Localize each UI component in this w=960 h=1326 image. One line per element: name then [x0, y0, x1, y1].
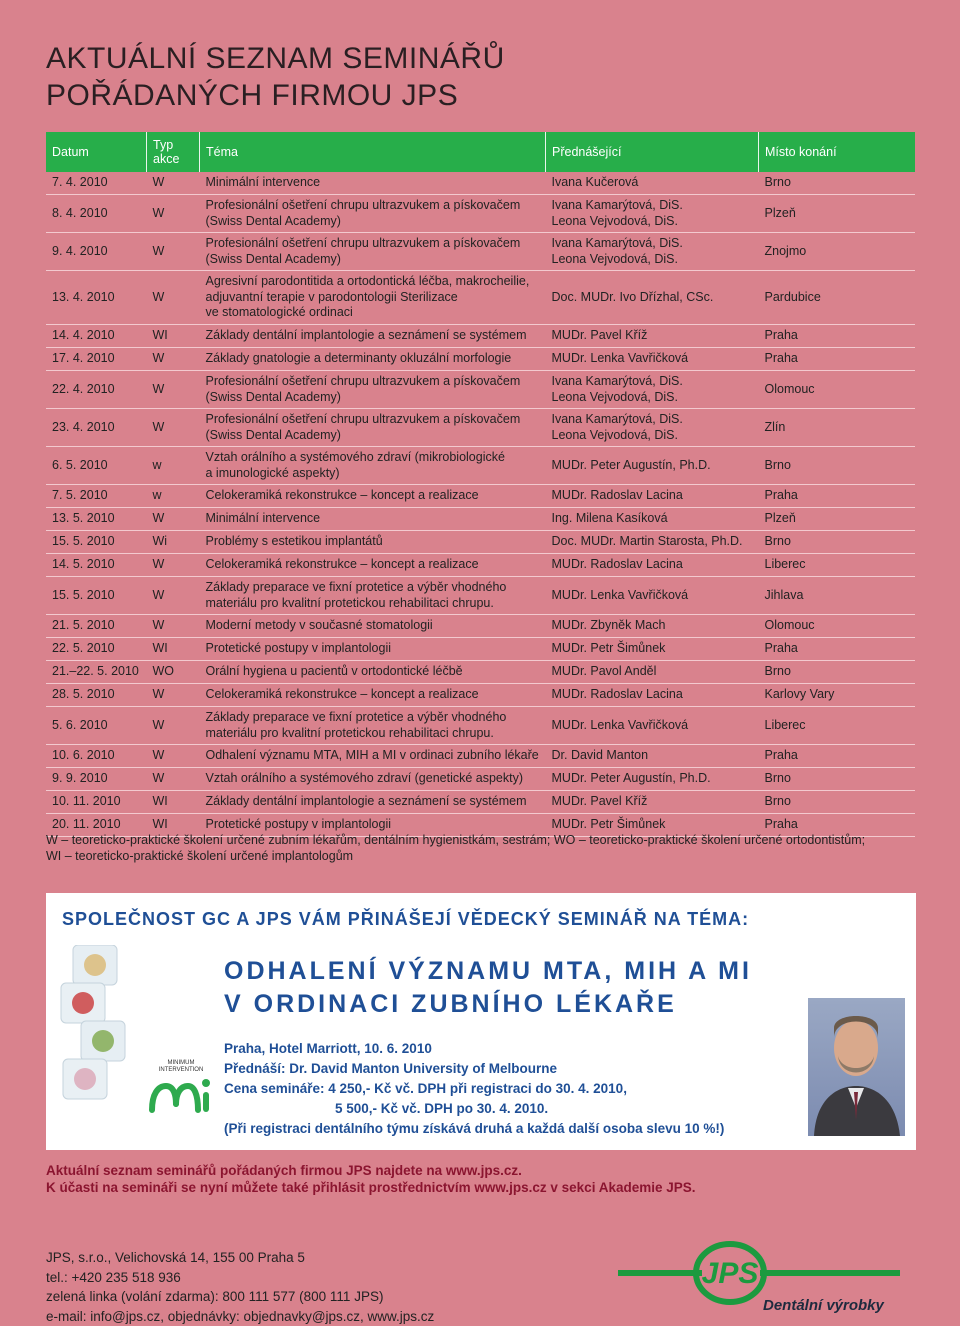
cell-type: W — [147, 508, 200, 531]
cell-lecturer — [546, 684, 759, 707]
cell-place: Brno — [759, 768, 916, 791]
page-title — [46, 40, 505, 114]
promo-price-1: Cena semináře: 4 250,- Kč vč. DPH při registraci do 30. 4. 2010, — [224, 1079, 724, 1099]
jps-notice — [46, 1162, 696, 1196]
cell-date: 15. 5. 2010 — [46, 531, 147, 554]
table-row — [46, 638, 915, 661]
lecturer-line: Doc. MUDr. Martin Starosta, Ph.D. — [552, 534, 753, 550]
topic-line: (Swiss Dental Academy) — [206, 428, 540, 444]
cell-type: w — [147, 485, 200, 508]
cell-date: 10. 11. 2010 — [46, 791, 147, 814]
cell-date: 17. 4. 2010 — [46, 348, 147, 371]
cell-date: 22. 5. 2010 — [46, 638, 147, 661]
cell-lecturer — [546, 348, 759, 371]
table-row — [46, 661, 915, 684]
cell-place: Praha — [759, 745, 916, 768]
promo-title — [224, 955, 752, 1021]
cell-place: Olomouc — [759, 615, 916, 638]
promo-details — [224, 1039, 724, 1139]
table-row — [46, 485, 915, 508]
header-type-line-1: Typ — [153, 138, 193, 152]
topic-line: Minimální intervence — [206, 175, 540, 191]
cell-date: 15. 5. 2010 — [46, 577, 147, 615]
promo-venue: Praha, Hotel Marriott, 10. 6. 2010 — [224, 1039, 724, 1059]
cell-type: Wi — [147, 531, 200, 554]
cell-place: Praha — [759, 485, 916, 508]
lecturer-line: Leona Vejvodová, DiS. — [552, 214, 753, 230]
table-row — [46, 684, 915, 707]
cell-type: w — [147, 447, 200, 485]
cell-lecturer — [546, 554, 759, 577]
cell-place: Liberec — [759, 554, 916, 577]
cell-date: 21. 5. 2010 — [46, 615, 147, 638]
topic-line: Protetické postupy v implantologii — [206, 817, 540, 833]
topic-line: Minimální intervence — [206, 511, 540, 527]
cell-date: 10. 6. 2010 — [46, 745, 147, 768]
cell-topic — [200, 745, 546, 768]
lecturer-line: MUDr. Pavel Kříž — [552, 794, 753, 810]
cell-place: Praha — [759, 814, 916, 837]
lecturer-line: MUDr. Petr Šimůnek — [552, 817, 753, 833]
cell-date: 8. 4. 2010 — [46, 195, 147, 233]
cell-type: W — [147, 233, 200, 271]
cell-type: W — [147, 615, 200, 638]
lecturer-line: Leona Vejvodová, DiS. — [552, 390, 753, 406]
cell-topic — [200, 348, 546, 371]
cell-lecturer — [546, 485, 759, 508]
cell-topic — [200, 661, 546, 684]
cell-type: W — [147, 745, 200, 768]
cell-topic — [200, 409, 546, 447]
cell-lecturer — [546, 768, 759, 791]
cell-type: W — [147, 684, 200, 707]
table-row — [46, 615, 915, 638]
cell-date: 22. 4. 2010 — [46, 371, 147, 409]
lecturer-line: MUDr. Radoslav Lacina — [552, 488, 753, 504]
cell-lecturer — [546, 577, 759, 615]
header-topic: Téma — [200, 132, 546, 172]
cell-type: W — [147, 348, 200, 371]
cell-type: WI — [147, 791, 200, 814]
lecturer-line: Ing. Milena Kasíková — [552, 511, 753, 527]
legend-line-2: WI – teoreticko-praktické školení určené implantologům — [46, 849, 916, 865]
header-type-line-2: akce — [153, 152, 193, 166]
cell-date: 23. 4. 2010 — [46, 409, 147, 447]
table-row — [46, 707, 915, 745]
mi-logo-text-2: INTERVENTION — [146, 1067, 216, 1074]
cell-topic — [200, 485, 546, 508]
topic-line: Celokeramiká rekonstrukce – koncept a realizace — [206, 488, 540, 504]
lecturer-line: MUDr. Radoslav Lacina — [552, 557, 753, 573]
cell-type: W — [147, 271, 200, 325]
table-row — [46, 554, 915, 577]
table-row — [46, 508, 915, 531]
cell-date: 28. 5. 2010 — [46, 684, 147, 707]
cell-date: 6. 5. 2010 — [46, 447, 147, 485]
topic-line: Moderní metody v současné stomatologii — [206, 618, 540, 634]
cell-topic — [200, 791, 546, 814]
topic-line: Základy dentální implantologie a seznámení se systémem — [206, 328, 540, 344]
cell-place: Plzeň — [759, 195, 916, 233]
lecturer-line: Leona Vejvodová, DiS. — [552, 428, 753, 444]
cell-place: Praha — [759, 348, 916, 371]
cell-place: Brno — [759, 791, 916, 814]
table-row — [46, 195, 915, 233]
cell-place: Brno — [759, 447, 916, 485]
lecturer-line: MUDr. Lenka Vavřičková — [552, 588, 753, 604]
cell-lecturer — [546, 615, 759, 638]
cell-topic — [200, 271, 546, 325]
table-header-row — [46, 132, 915, 172]
promo-speaker: Přednáší: Dr. David Manton University of Melbourne — [224, 1059, 724, 1079]
address-line-3: zelená linka (volání zdarma): 800 111 577 (800 111 JPS) — [46, 1287, 434, 1307]
cell-lecturer — [546, 791, 759, 814]
cell-topic — [200, 371, 546, 409]
topic-line: Profesionální ošetření chrupu ultrazvukem a pískovačem — [206, 198, 540, 214]
cell-date: 9. 4. 2010 — [46, 233, 147, 271]
cell-topic — [200, 768, 546, 791]
lecturer-line: Ivana Kamarýtová, DiS. — [552, 198, 753, 214]
header-date: Datum — [46, 132, 147, 172]
header-place: Místo konání — [759, 132, 916, 172]
cell-date: 21.–22. 5. 2010 — [46, 661, 147, 684]
cell-topic — [200, 172, 546, 195]
cell-topic — [200, 325, 546, 348]
lecturer-line: MUDr. Pavel Kříž — [552, 328, 753, 344]
cell-topic — [200, 554, 546, 577]
notice-line-1: Aktuální seznam seminářů pořádaných firmou JPS najdete na www.jps.cz. — [46, 1162, 696, 1179]
logo-text: JPS — [702, 1257, 759, 1290]
cell-lecturer — [546, 325, 759, 348]
topic-line: Celokeramiká rekonstrukce – koncept a realizace — [206, 557, 540, 573]
cell-date: 7. 4. 2010 — [46, 172, 147, 195]
lecturer-line: Dr. David Manton — [552, 748, 753, 764]
cell-type: WI — [147, 325, 200, 348]
table-row — [46, 271, 915, 325]
address-line-4: e-mail: info@jps.cz, objednávky: objednavky@jps.cz, www.jps.cz — [46, 1307, 434, 1326]
cell-lecturer — [546, 271, 759, 325]
address-line-1: JPS, s.r.o., Velichovská 14, 155 00 Praha 5 — [46, 1248, 434, 1268]
cell-lecturer — [546, 638, 759, 661]
ice-cubes-illustration — [51, 945, 139, 1145]
notice-line-2: K účasti na semináři se nyní můžete také přihlásit prostřednictvím www.jps.cz v sekci Akademie JPS. — [46, 1179, 696, 1196]
cell-type: WI — [147, 638, 200, 661]
cell-type: WO — [147, 661, 200, 684]
cell-place: Praha — [759, 638, 916, 661]
cell-place: Praha — [759, 325, 916, 348]
cell-type: W — [147, 707, 200, 745]
cell-type: W — [147, 577, 200, 615]
topic-line: (Swiss Dental Academy) — [206, 252, 540, 268]
cell-place: Znojmo — [759, 233, 916, 271]
topic-line: (Swiss Dental Academy) — [206, 214, 540, 230]
cell-topic — [200, 531, 546, 554]
mi-logo-mark — [146, 1074, 216, 1118]
cell-date: 13. 4. 2010 — [46, 271, 147, 325]
legend-line-1: W – teoreticko-praktické školení určené zubním lékařům, dentálním hygienistkám, sestrám; WO – teoreticko-praktické školení určené ortodontistům; — [46, 833, 916, 849]
topic-line: Celokeramiká rekonstrukce – koncept a realizace — [206, 687, 540, 703]
topic-line: Vztah orálního a systémového zdraví (genetické aspekty) — [206, 771, 540, 787]
lecturer-line: MUDr. Radoslav Lacina — [552, 687, 753, 703]
lecturer-line: Doc. MUDr. Ivo Dřízhal, CSc. — [552, 290, 753, 306]
topic-line: Základy gnatologie a determinanty okluzální morfologie — [206, 351, 540, 367]
table-row — [46, 409, 915, 447]
cell-topic — [200, 638, 546, 661]
page-title-line-2: POŘÁDANÝCH FIRMOU JPS — [46, 77, 505, 114]
table-row — [46, 371, 915, 409]
cell-topic — [200, 707, 546, 745]
topic-line: a imunologické aspekty) — [206, 466, 540, 482]
cell-lecturer — [546, 447, 759, 485]
cell-lecturer — [546, 195, 759, 233]
lecturer-line: Leona Vejvodová, DiS. — [552, 252, 753, 268]
cell-lecturer — [546, 531, 759, 554]
topic-line: Odhalení významu MTA, MIH a MI v ordinaci zubního lékaře — [206, 748, 540, 764]
topic-line: ve stomatologické ordinaci — [206, 305, 540, 321]
topic-line: Profesionální ošetření chrupu ultrazvukem a pískovačem — [206, 236, 540, 252]
cell-lecturer — [546, 661, 759, 684]
table-row — [46, 172, 915, 195]
lecturer-line: Ivana Kamarýtová, DiS. — [552, 236, 753, 252]
header-lecturer: Přednášející — [546, 132, 759, 172]
cell-type: W — [147, 195, 200, 233]
cell-date: 14. 4. 2010 — [46, 325, 147, 348]
type-legend — [46, 833, 916, 864]
cell-lecturer — [546, 508, 759, 531]
cell-date: 9. 9. 2010 — [46, 768, 147, 791]
page-title-line-1: AKTUÁLNÍ SEZNAM SEMINÁŘŮ — [46, 40, 505, 77]
topic-line: materiálu pro kvalitní protetickou rehabilitaci chrupu. — [206, 726, 540, 742]
seminar-table — [46, 132, 915, 837]
cell-date: 20. 11. 2010 — [46, 814, 147, 837]
cell-date: 7. 5. 2010 — [46, 485, 147, 508]
minimum-intervention-logo — [146, 1060, 216, 1120]
cell-topic — [200, 684, 546, 707]
topic-line: Vztah orálního a systémového zdraví (mikrobiologické — [206, 450, 540, 466]
cell-lecturer — [546, 707, 759, 745]
topic-line: Profesionální ošetření chrupu ultrazvukem a pískovačem — [206, 374, 540, 390]
cell-date: 5. 6. 2010 — [46, 707, 147, 745]
cell-lecturer — [546, 371, 759, 409]
cell-topic — [200, 577, 546, 615]
topic-line: Orální hygiena u pacientů v ortodontické léčbě — [206, 664, 540, 680]
table-row — [46, 791, 915, 814]
cell-place: Jihlava — [759, 577, 916, 615]
cell-type: W — [147, 768, 200, 791]
table-row — [46, 745, 915, 768]
address-line-2: tel.: +420 235 518 936 — [46, 1268, 434, 1288]
cell-topic — [200, 615, 546, 638]
header-type — [147, 132, 200, 172]
cell-type: W — [147, 172, 200, 195]
table-body — [46, 172, 915, 837]
seminar-promo-box — [46, 893, 916, 1150]
cell-place: Pardubice — [759, 271, 916, 325]
cell-type: WI — [147, 814, 200, 837]
lecturer-line: Ivana Kamarýtová, DiS. — [552, 412, 753, 428]
table-row — [46, 348, 915, 371]
mi-logo-text-1: MINIMUM — [146, 1060, 216, 1067]
cell-date: 13. 5. 2010 — [46, 508, 147, 531]
promo-title-line-1: ODHALENÍ VÝZNAMU MTA, MIH A MI — [224, 955, 752, 988]
cell-place: Brno — [759, 172, 916, 195]
cell-place: Zlín — [759, 409, 916, 447]
cell-place: Brno — [759, 531, 916, 554]
lecturer-line: Ivana Kamarýtová, DiS. — [552, 374, 753, 390]
cell-place: Liberec — [759, 707, 916, 745]
topic-line: Profesionální ošetření chrupu ultrazvukem a pískovačem — [206, 412, 540, 428]
cell-lecturer — [546, 172, 759, 195]
cell-date: 14. 5. 2010 — [46, 554, 147, 577]
company-address — [46, 1248, 434, 1326]
topic-line: Základy preparace ve fixní protetice a výběr vhodného — [206, 580, 540, 596]
promo-price-2: 5 500,- Kč vč. DPH po 30. 4. 2010. — [224, 1099, 724, 1119]
cell-place: Brno — [759, 661, 916, 684]
speaker-portrait — [808, 998, 905, 1136]
cell-lecturer — [546, 233, 759, 271]
topic-line: Protetické postupy v implantologii — [206, 641, 540, 657]
topic-line: Agresivní parodontitida a ortodontická léčba, makrocheilie, — [206, 274, 540, 290]
cell-topic — [200, 508, 546, 531]
lecturer-line: MUDr. Zbyněk Mach — [552, 618, 753, 634]
cell-type: W — [147, 371, 200, 409]
topic-line: Základy dentální implantologie a seznámení se systémem — [206, 794, 540, 810]
lecturer-line: MUDr. Peter Augustín, Ph.D. — [552, 458, 753, 474]
lecturer-line: Ivana Kučerová — [552, 175, 753, 191]
brand-tagline: Dentální výrobky — [763, 1297, 884, 1314]
cell-topic — [200, 195, 546, 233]
promo-discount: (Při registraci dentálního týmu získává druhá a každá další osoba slevu 10 %!) — [224, 1119, 724, 1139]
topic-line: materiálu pro kvalitní protetickou rehabilitaci chrupu. — [206, 596, 540, 612]
lecturer-line: MUDr. Pavol Anděl — [552, 664, 753, 680]
cell-topic — [200, 233, 546, 271]
topic-line: Základy preparace ve fixní protetice a výběr vhodného — [206, 710, 540, 726]
topic-line: (Swiss Dental Academy) — [206, 390, 540, 406]
cell-lecturer — [546, 745, 759, 768]
table-row — [46, 325, 915, 348]
cell-type: W — [147, 554, 200, 577]
topic-line: Problémy s estetikou implantátů — [206, 534, 540, 550]
cell-place: Karlovy Vary — [759, 684, 916, 707]
table-row — [46, 447, 915, 485]
speaker-photo — [808, 998, 905, 1136]
lecturer-line: MUDr. Lenka Vavřičková — [552, 718, 753, 734]
promo-title-line-2: V ORDINACI ZUBNÍHO LÉKAŘE — [224, 988, 752, 1021]
cell-place: Plzeň — [759, 508, 916, 531]
cell-place: Olomouc — [759, 371, 916, 409]
cell-topic — [200, 447, 546, 485]
cell-lecturer — [546, 409, 759, 447]
lecturer-line: MUDr. Lenka Vavřičková — [552, 351, 753, 367]
table-row — [46, 233, 915, 271]
cell-type: W — [147, 409, 200, 447]
lecturer-line: MUDr. Petr Šimůnek — [552, 641, 753, 657]
table-row — [46, 768, 915, 791]
topic-line: adjuvantní terapie v parodontologii Sterilizace — [206, 290, 540, 306]
table-row — [46, 577, 915, 615]
lecturer-line: MUDr. Peter Augustín, Ph.D. — [552, 771, 753, 787]
table-row — [46, 531, 915, 554]
promo-heading: SPOLEČNOST GC A JPS VÁM PŘINÁŠEJÍ VĚDECKÝ SEMINÁŘ NA TÉMA: — [62, 909, 749, 930]
